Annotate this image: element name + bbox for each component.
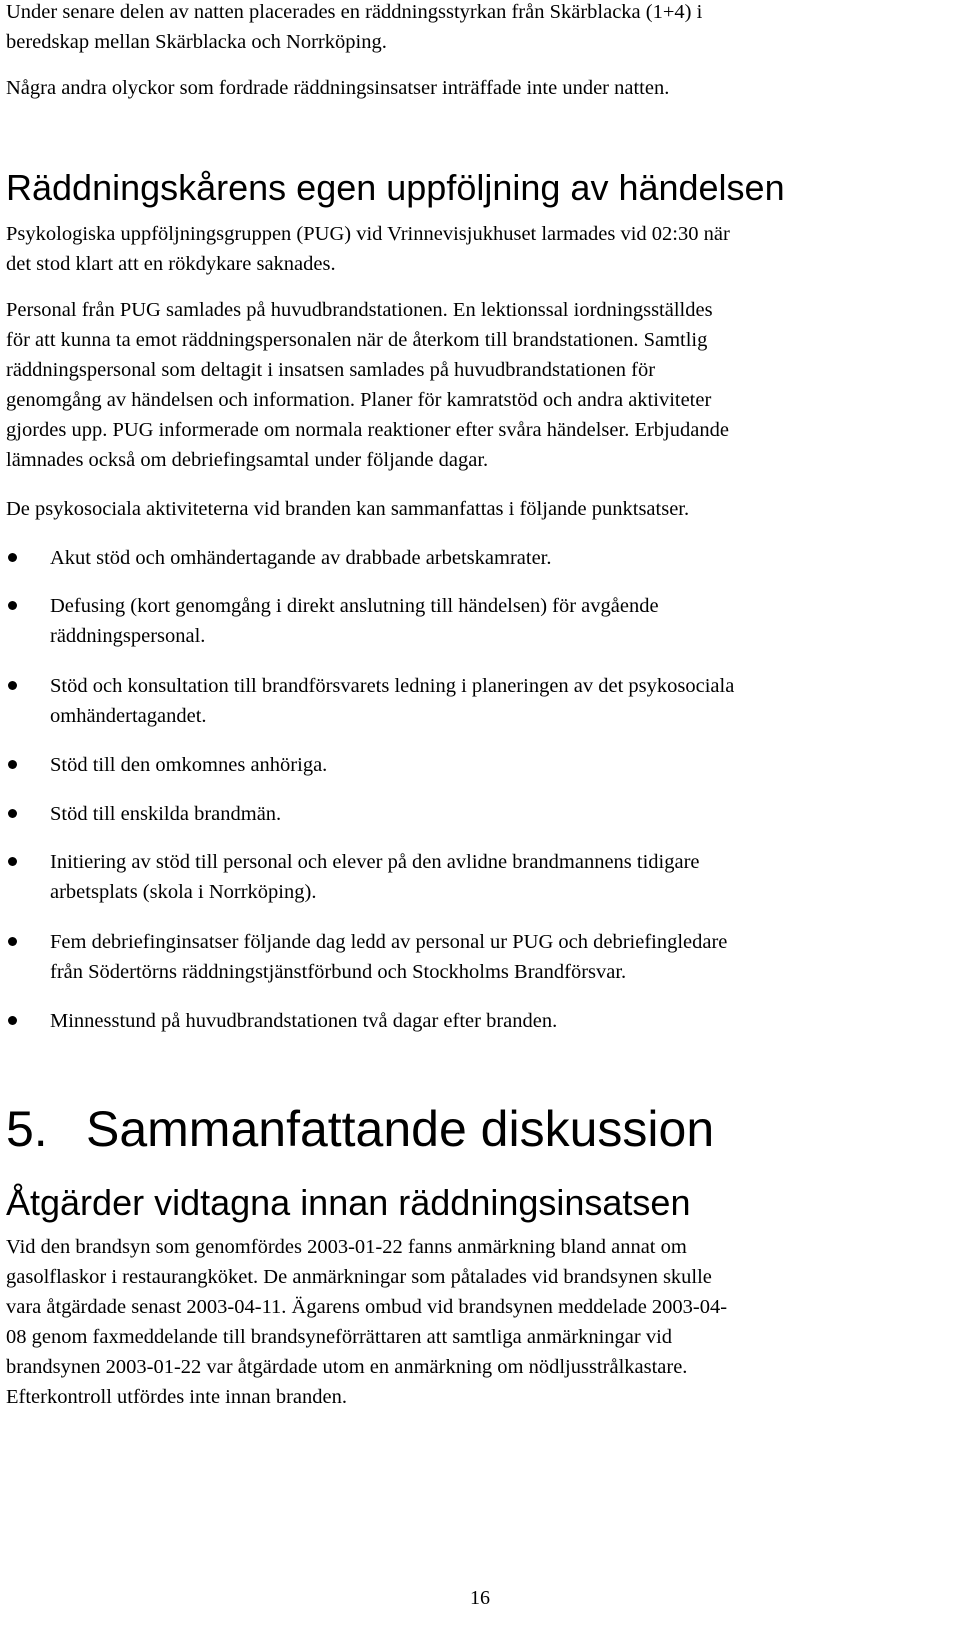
list-item-text: Minnesstund på huvudbrandstationen två dagar efter branden. — [50, 1010, 558, 1032]
bullet-icon — [8, 937, 17, 946]
bullet-icon — [8, 601, 17, 610]
bullet-icon — [8, 760, 17, 769]
intro-paragraph-standby: Under senare delen av natten placerades en räddningsstyrkan från Skärblacka (1+4) i beredskap mellan Skärblacka och Norrköping. — [6, 1, 703, 53]
followup-heading: Räddningskårens egen uppföljning av händelsen — [6, 167, 785, 208]
list-item-text: Stöd till enskilda brandmän. — [50, 803, 282, 825]
followup-paragraph-pug-alarm: Psykologiska uppföljningsgruppen (PUG) vid Vrinnevisjukhuset larmades vid 02:30 när det stod klart att en rökdykare saknades. — [6, 223, 730, 275]
bullet-icon — [8, 1016, 17, 1025]
bullet-icon — [8, 553, 17, 562]
list-item-text: Akut stöd och omhändertagande av drabbade arbetskamrater. — [50, 547, 552, 569]
list-item-text: Stöd och konsultation till brandförsvarets ledning i planeringen av det psykosociala omhändertagandet. — [50, 675, 735, 727]
section-5-heading — [6, 1099, 714, 1159]
list-item-text: Fem debriefinginsatser följande dag ledd av personal ur PUG och debriefingledare från Södertörns räddningstjänstförbund och Stockholms Brandförsvar. — [50, 931, 728, 983]
followup-paragraph-pug-gathering: Personal från PUG samlades på huvudbrandstationen. En lektionssal iordningsställdes för att kunna ta emot räddningspersonalen när de återkom till brandstationen. Samtlig räddningspersonal som deltagit i insatsen samlades på huvudbrandstationen för genomgång av händelsen och information. Planer för kamratstöd och andra aktiviteter gjordes upp. PUG informerade om normala reaktioner efter svåra händelser. Erbjudande lämnades också om debriefingsamtal under följande dagar. — [6, 299, 729, 471]
page-number: 16 — [470, 1587, 490, 1609]
list-item-text: Stöd till den omkomnes anhöriga. — [50, 754, 328, 776]
bullet-icon — [8, 809, 17, 818]
bullet-icon — [8, 857, 17, 866]
list-item-text: Initiering av stöd till personal och elever på den avlidne brandmannens tidigare arbetsplats (skola i Norrköping). — [50, 851, 700, 903]
section-5-subheading: Åtgärder vidtagna innan räddningsinsatsen — [6, 1182, 691, 1223]
section-number: 5. — [6, 1101, 48, 1157]
followup-paragraph-summary-intro: De psykosociala aktiviteterna vid branden kan sammanfattas i följande punktsatser. — [6, 498, 690, 520]
bullet-icon — [8, 681, 17, 690]
section-5-paragraph-fire-inspection: Vid den brandsyn som genomfördes 2003-01-22 fanns anmärkning bland annat om gasolflaskor i restaurangköket. De anmärkningar som påtalades vid brandsynen skulle vara åtgärdade senast 2003-04-11. Ägarens ombud vid brandsynen meddelade 2003-04- 08 genom faxmeddelande till brandsyneförrättaren att samtliga anmärkningar vid brandsynen 2003-01-22 var åtgärdade utom en anmärkning om nödljusstrålkastare. Efterkontroll utfördes inte innan branden. — [6, 1236, 728, 1408]
intro-paragraph-no-other-incidents: Några andra olyckor som fordrade räddningsinsatser inträffade inte under natten. — [6, 77, 670, 99]
list-item-text: Defusing (kort genomgång i direkt anslutning till händelsen) för avgående räddningspersonal. — [50, 595, 659, 647]
section-title: Sammanfattande diskussion — [86, 1101, 715, 1157]
